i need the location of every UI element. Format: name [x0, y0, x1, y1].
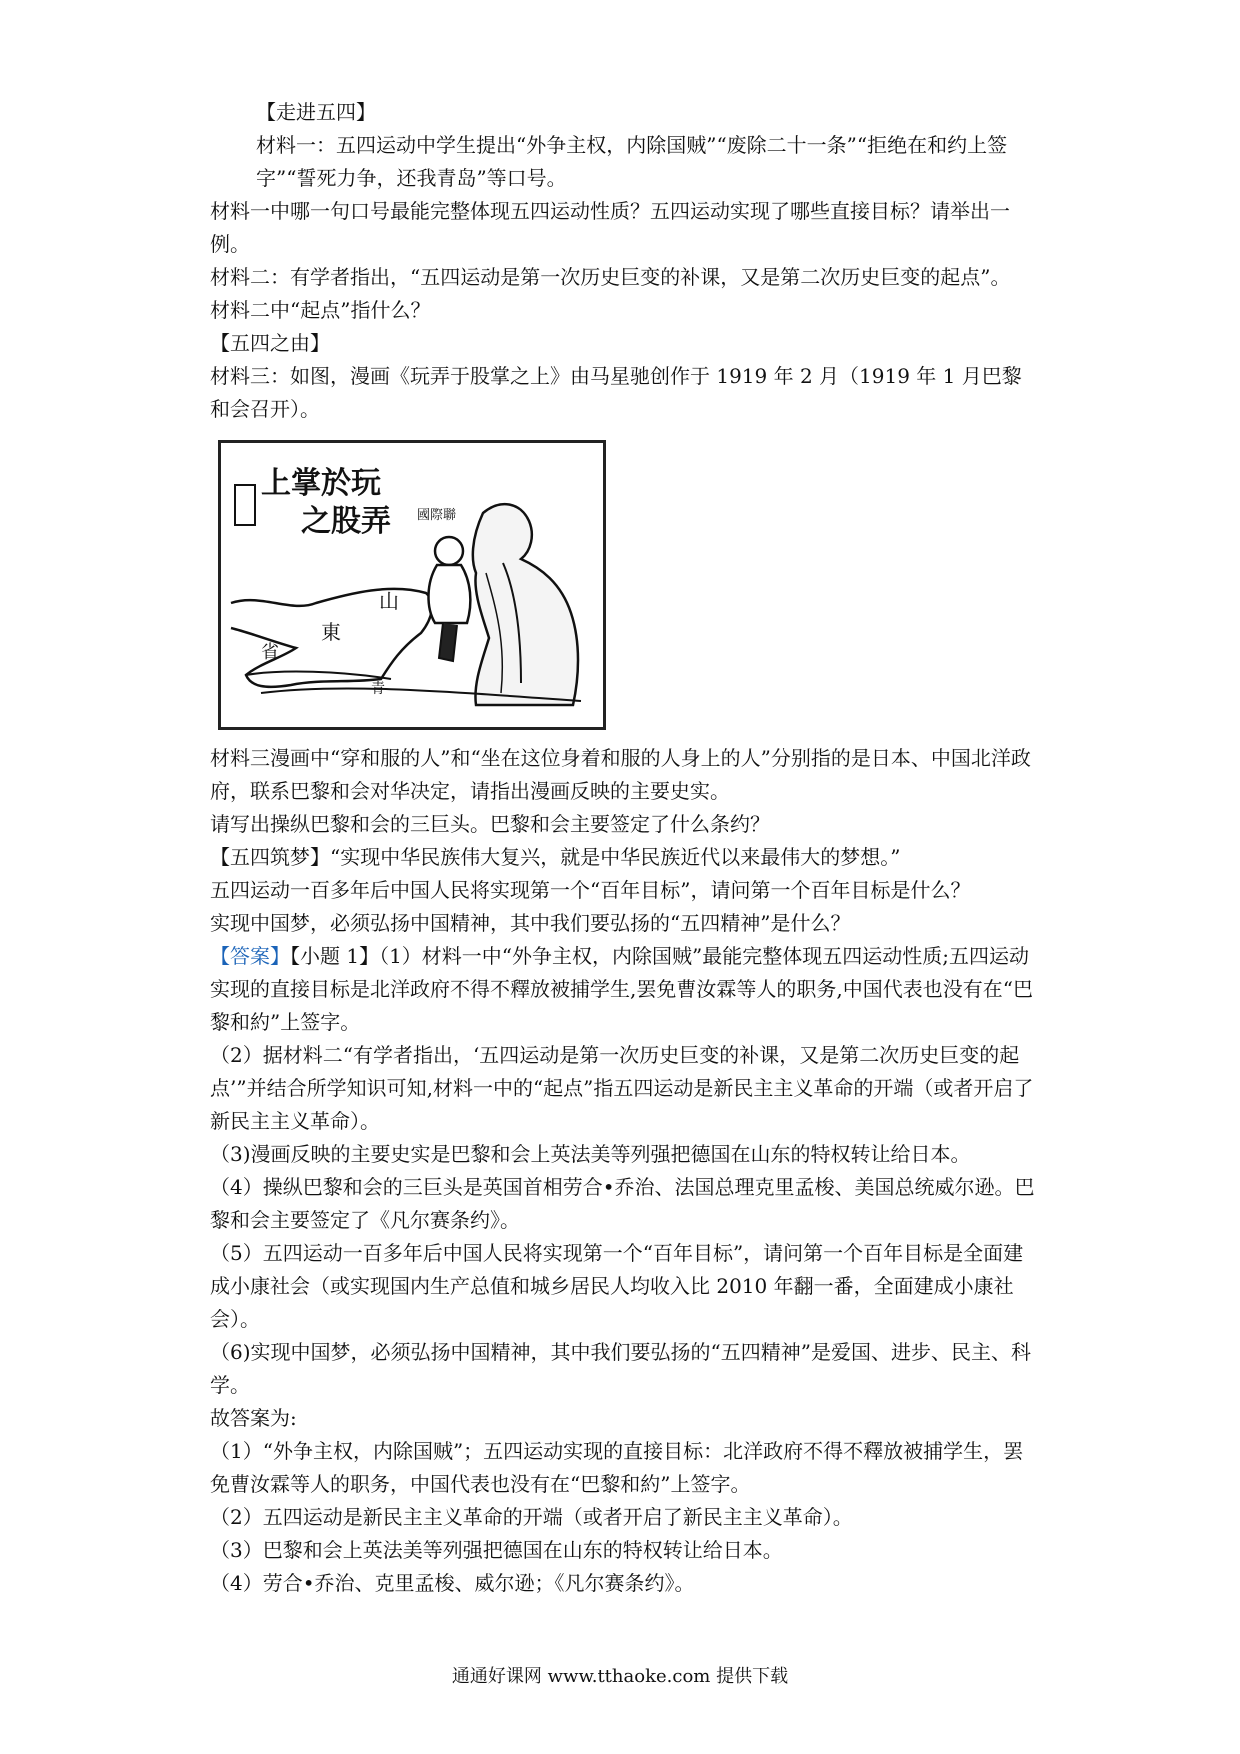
answer-three: （3)漫画反映的主要史实是巴黎和会上英法美等列强把德国在山东的特权转让给日本。 [210, 1142, 971, 1166]
cartoon-label-right: 國際聯 [417, 508, 457, 523]
cartoon-title-line2: 之股弄 [301, 504, 391, 539]
answer-four: （4）操纵巴黎和会的三巨头是英国首相劳合•乔治、法国总理克里孟梭、美国总统威尔逊。巴黎和会主要签定了《凡尔赛条约》。 [210, 1175, 1035, 1232]
kimono-figure [473, 504, 578, 705]
section-title-wusi-zhiyou: 【五四之由】 [210, 331, 330, 355]
artist-seal [235, 485, 255, 525]
answer-five: （5）五四运动一百多年后中国人民将实现第一个“百年目标”，请问第一个百年目标是全面建成小康社会（或实现国内生产总值和城乡居民人均收入比 2010 年翻一番，全面建成小康社会）。 [210, 1241, 1024, 1331]
material-three: 材料三：如图，漫画《玩弄于股掌之上》由马星驰创作于 1919 年 2 月（1919 年 1 月巴黎和会召开）。 [210, 364, 1022, 421]
question-one: 材料一中哪一句口号最能完整体现五四运动性质？五四运动实现了哪些直接目标？请举出一例。 [210, 199, 1010, 256]
cartoon-image [218, 440, 606, 730]
summary-one: （1）“外争主权，内除国贼”；五四运动实现的直接目标：北洋政府不得不釋放被捕学生，罢免曹汝霖等人的职务，中国代表也没有在“巴黎和約”上签字。 [210, 1439, 1024, 1496]
place-char-shan: 山 [379, 589, 399, 613]
material-one: 材料一：五四运动中学生提出“外争主权，内除国贼”“废除二十一条”“拒绝在和约上签字”“誓死力争，还我青岛”等口号。 [256, 133, 1008, 190]
summary-three: （3）巴黎和会上英法美等列强把德国在山东的特权转让给日本。 [210, 1538, 783, 1562]
answer-one: 【小题 1】（1）材料一中“外争主权，内除国贼”最能完整体现五四运动性质;五四运动实现的直接目标是北洋政府不得不釋放被捕学生,罢免曹汝霖等人的职务,中国代表也没有在“巴黎和約”上签字。 [210, 944, 1033, 1034]
material-two: 材料二：有学者指出，“五四运动是第一次历史巨变的补课，又是第二次历史巨变的起点”。 [210, 265, 1011, 289]
small-figure-head [435, 537, 463, 565]
cartoon-drawing [221, 443, 603, 727]
place-char-sheng: 省 [261, 642, 279, 663]
small-figure-leg [439, 623, 457, 661]
section-title-zoujin-wusi: 【走进五四】 [256, 100, 376, 124]
question-two: 材料二中“起点”指什么？ [210, 298, 431, 322]
place-char-dong: 東 [321, 620, 341, 644]
question-three: 材料三漫画中“穿和服的人”和“坐在这位身着和服的人身上的人”分别指的是日本、中国北洋政府，联系巴黎和会对华决定，请指出漫画反映的主要史实。 [210, 746, 1031, 803]
small-figure-body [428, 565, 470, 623]
answer-tag: 【答案】 [210, 944, 290, 968]
answer-summary-title: 故答案为: [210, 1406, 297, 1430]
question-four: 请写出操纵巴黎和会的三巨头。巴黎和会主要签定了什么条约？ [210, 812, 770, 836]
question-five: 五四运动一百多年后中国人民将实现第一个“百年目标”，请问第一个百年目标是什么？ [210, 878, 971, 902]
place-char-qing: 青 [371, 681, 385, 697]
question-six: 实现中国梦，必须弘扬中国精神，其中我们要弘扬的“五四精神”是什么？ [210, 911, 851, 935]
page-footer: 通通好课网 www.tthaoke.com 提供下载 [451, 1666, 789, 1687]
answer-two: （2）据材料二“有学者指出，‘五四运动是第一次历史巨变的补课，又是第二次历史巨变的起点’”并结合所学知识可知,材料一中的“起点”指五四运动是新民主主义革命的开端（或者开启了新民主主义革命）。 [210, 1043, 1034, 1133]
coastline [246, 672, 391, 679]
document-body [210, 96, 1040, 1600]
answer-six: （6)实现中国梦，必须弘扬中国精神，其中我们要弘扬的“五四精神”是爱国、进步、民主、科学。 [210, 1340, 1031, 1397]
section-wusi-zhumeng: 【五四筑梦】“实现中华民族伟大复兴，就是中华民族近代以来最伟大的梦想。” [210, 845, 901, 869]
summary-two: （2）五四运动是新民主主义革命的开端（或者开启了新民主主义革命）。 [210, 1505, 853, 1529]
summary-four: （4）劳合•乔治、克里孟梭、威尔逊；《凡尔赛条约》。 [210, 1571, 695, 1595]
cartoon-title-line1: 上掌於玩 [261, 466, 381, 501]
answer-intro [210, 940, 1040, 1039]
